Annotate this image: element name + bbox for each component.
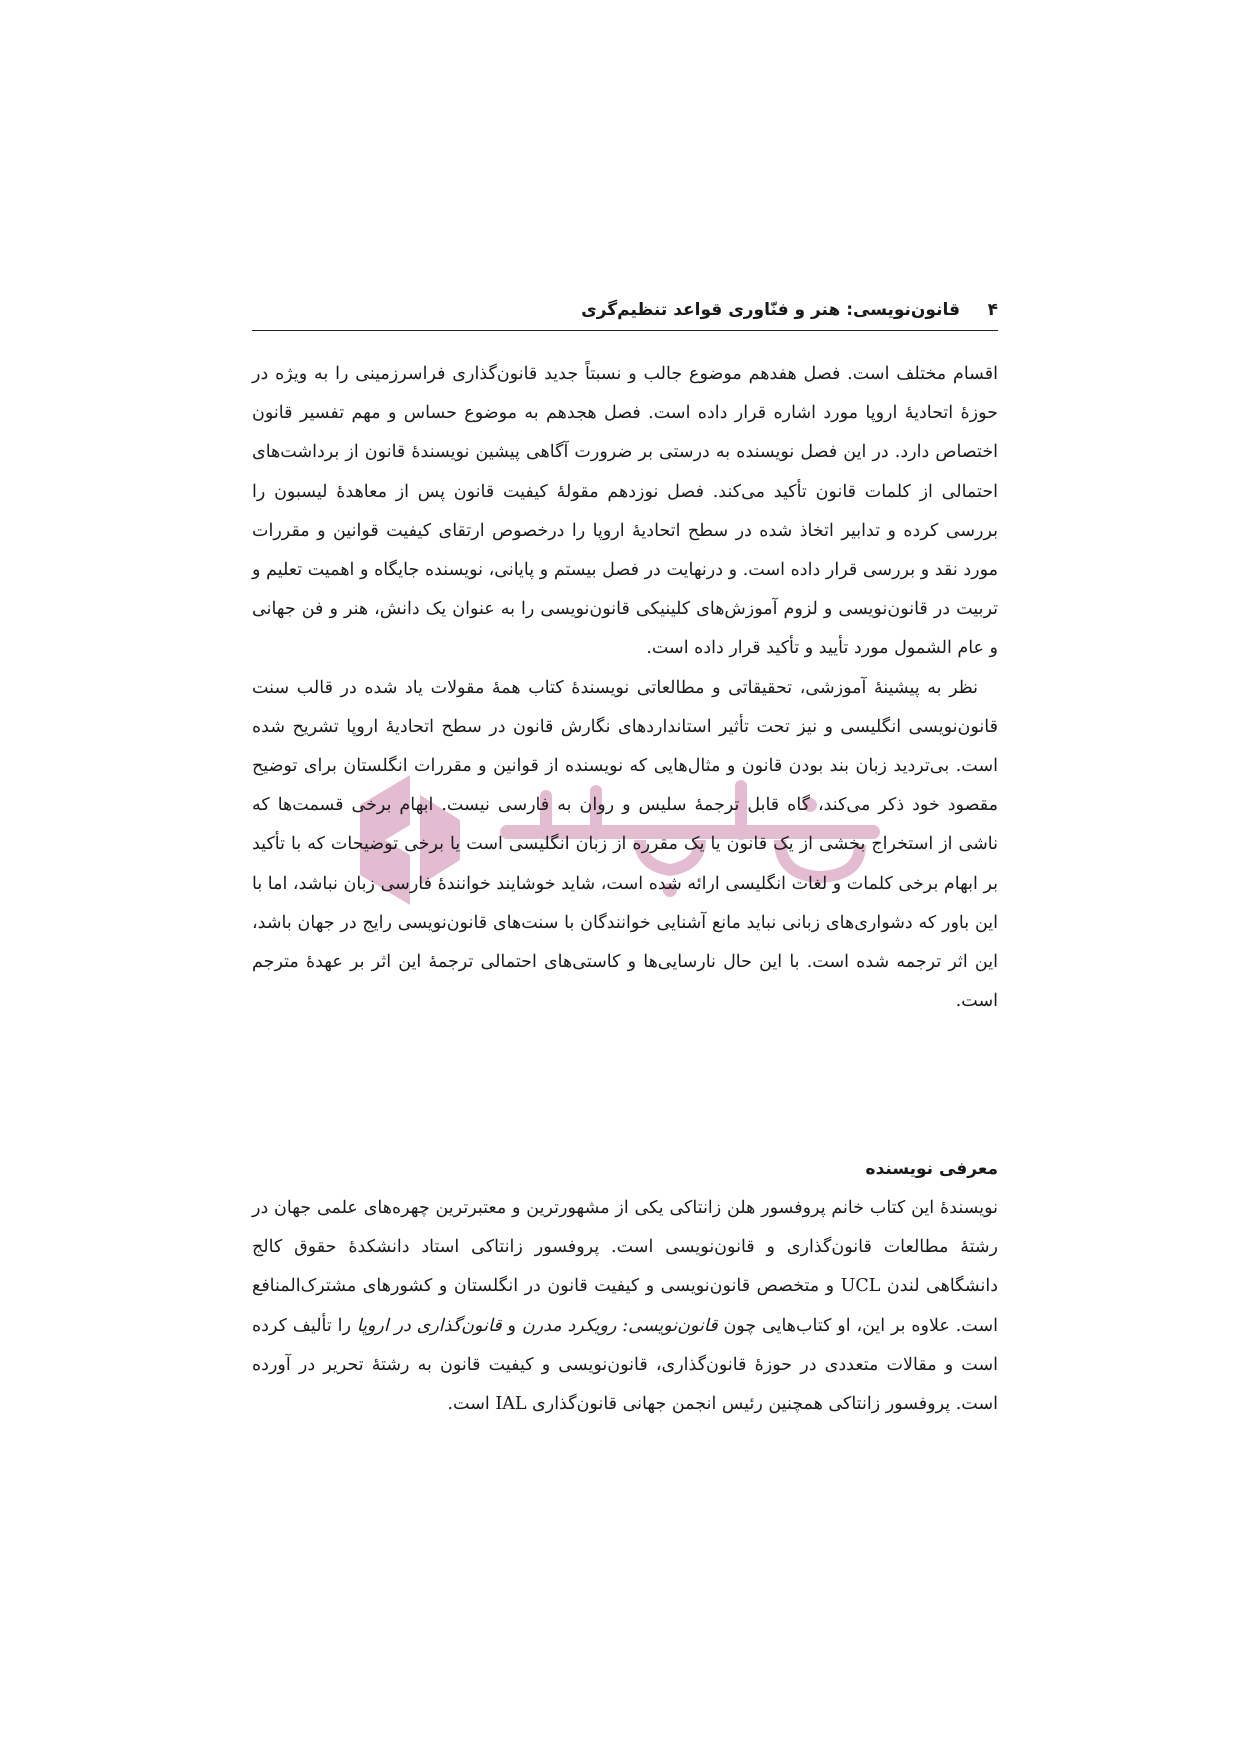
page-number: ۴ [987, 300, 998, 320]
bio-text: و [501, 1315, 522, 1336]
running-header-title: قانون‌نویسی: هنر و فنّاوری قواعد تنظیم‌گری [581, 300, 960, 320]
running-header [252, 296, 998, 334]
paragraph [252, 1189, 998, 1424]
author-bio [252, 1189, 998, 1424]
header-divider [252, 330, 998, 331]
paragraph: نظر به پیشینهٔ آموزشی، تحقیقاتی و مطالعاتی نویسندهٔ کتاب همهٔ مقولات یاد شده در قالب سنت قانون‌نویسی انگلیسی و نیز تحت تأثیر استانداردهای نگارش قانون در سطح اتحادیهٔ اروپا تشریح شده است. بی‌تردید زبان بند بودن قانون و مثال‌هایی که نویسنده از قوانین و مقررات انگلستان برای توضیح مقصود خود ذکر می‌کند، گاه قابل ترجمهٔ سلیس و روان به فارسی نیست. ابهام برخی قسمت‌ها که ناشی از استخراج بخشی از یک قانون یا یک مقرره از زبان انگلیسی است یا برخی توضیحات که با تأکید بر ابهام برخی کلمات و لغات انگلیسی ارائه شده است، شاید خوشایند خوانندهٔ فارسی زبان نباشد، اما با این باور که دشواری‌های زبانی نباید مانع آشنایی خوانندگان با سنت‌های قانون‌نویسی رایج در جهان باشد، این اثر ترجمه شده است. با این حال نارسایی‌ها و کاستی‌های احتمالی ترجمهٔ این اثر بر عهدهٔ مترجم است. [252, 677, 998, 1012]
paragraph: اقسام مختلف است. فصل هفدهم موضوع جالب و نسبتاً جدید قانون‌گذاری فراسرزمینی را به ویژه در حوزهٔ اتحادیهٔ اروپا مورد اشاره قرار داده است. فصل هجدهم به موضوع حساس و مهم تفسیر قانون اختصاص دارد. در این فصل نویسنده به درستی بر ضرورت آگاهی پیشین نویسندهٔ قانون از برداشت‌های احتمالی از کلمات قانون تأکید می‌کند. فصل نوزدهم مقولهٔ کیفیت قانون پس از معاهدهٔ لیسبون را بررسی کرده و تدابیر اتخاذ شده در سطح اتحادیهٔ اروپا را درخصوص ارتقای کیفیت قوانین و مقررات مورد نقد و بررسی قرار داده است. و درنهایت در فصل بیستم و پایانی، نویسنده جایگاه و اهمیت تعلیم و تربیت در قانون‌نویسی و لزوم آموزش‌های کلینیکی قانون‌نویسی را به عنوان یک دانش، هنر و فن جهانی و عام الشمول مورد تأیید و تأکید قرار داده است. [252, 364, 998, 659]
body-text [252, 355, 998, 1021]
book-title: قانون‌نویسی: رویکرد مدرن [521, 1315, 718, 1336]
bio-text: نویسندهٔ این کتاب خانم پروفسور هلن زانتاکی یکی از مشهورترین و معتبرترین چهره‌های علمی جهان در رشتهٔ مطالعات قانون‌گذاری و قانون‌نویسی است. پروفسور زانتاکی استاد دانشکدهٔ حقوق کالج دانشگاهی لندن UCL و متخصص قانون‌نویسی و کیفیت قانون در انگلستان و کشورهای مشترک‌المنافع است. علاوه بر این، او کتاب‌هایی چون [252, 1198, 998, 1336]
bio-text: را تألیف کرده است و مقالات متعددی در حوزهٔ قانون‌گذاری، قانون‌نویسی و کیفیت قانون به رشتهٔ تحریر در آورده است. پروفسور زانتاکی همچنین رئیس انجمن جهانی قانون‌گذاری IAL است. [252, 1315, 998, 1415]
book-title: قانون‌گذاری در اروپا [356, 1315, 502, 1336]
section-heading: معرفی نویسنده [865, 1159, 998, 1179]
